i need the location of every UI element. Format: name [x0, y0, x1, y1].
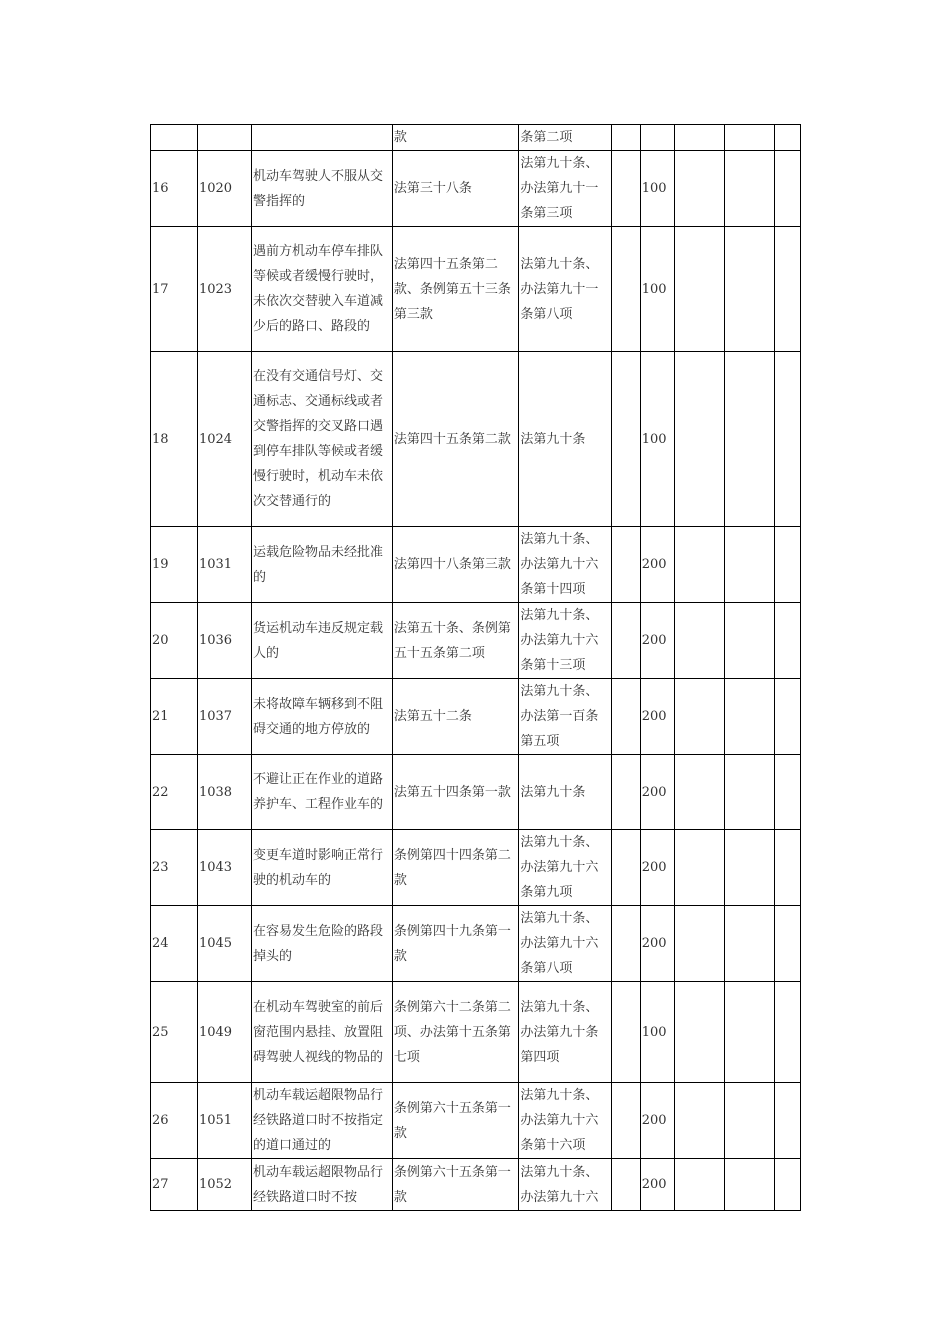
table-row	[151, 352, 801, 527]
empty-cell	[612, 679, 641, 755]
empty-cell	[775, 527, 801, 603]
row-number-cell: 19	[151, 527, 198, 603]
empty-cell	[675, 755, 725, 830]
table-row	[151, 679, 801, 755]
empty-cell	[675, 603, 725, 679]
empty-cell	[612, 603, 641, 679]
table-row	[151, 1083, 801, 1159]
empty-cell	[725, 151, 775, 227]
empty-cell	[725, 755, 775, 830]
empty-cell	[775, 151, 801, 227]
penalty-basis-cell: 法第九十条、办法第九十六条第十六项	[519, 1083, 612, 1159]
empty-cell	[775, 1083, 801, 1159]
code-cell	[197, 125, 251, 151]
empty-cell	[775, 906, 801, 982]
empty-cell	[725, 125, 775, 151]
empty-cell	[775, 755, 801, 830]
fine-cell	[640, 125, 675, 151]
fine-cell: 200	[640, 1083, 675, 1159]
empty-cell	[725, 603, 775, 679]
fine-cell: 200	[640, 603, 675, 679]
behavior-cell: 货运机动车违反规定载人的	[252, 603, 393, 679]
code-cell: 1037	[197, 679, 251, 755]
table-row	[151, 151, 801, 227]
empty-cell	[612, 982, 641, 1083]
empty-cell	[775, 603, 801, 679]
row-number-cell: 21	[151, 679, 198, 755]
violations-table	[150, 124, 801, 1211]
fine-cell: 100	[640, 982, 675, 1083]
empty-cell	[675, 679, 725, 755]
table-row	[151, 755, 801, 830]
code-cell: 1036	[197, 603, 251, 679]
empty-cell	[775, 679, 801, 755]
table-row	[151, 982, 801, 1083]
fine-cell: 200	[640, 679, 675, 755]
behavior-cell: 不避让正在作业的道路养护车、工程作业车的	[252, 755, 393, 830]
empty-cell	[675, 352, 725, 527]
penalty-basis-cell: 法第九十条、办法第九十六条第十三项	[519, 603, 612, 679]
table-row	[151, 906, 801, 982]
table-row	[151, 1159, 801, 1211]
row-number-cell: 22	[151, 755, 198, 830]
table-row	[151, 227, 801, 352]
empty-cell	[612, 151, 641, 227]
empty-cell	[725, 227, 775, 352]
empty-cell	[675, 151, 725, 227]
empty-cell	[725, 830, 775, 906]
penalty-basis-cell: 法第九十条、办法第九十六条第八项	[519, 906, 612, 982]
empty-cell	[612, 1083, 641, 1159]
code-cell: 1031	[197, 527, 251, 603]
fine-cell: 100	[640, 352, 675, 527]
code-cell: 1045	[197, 906, 251, 982]
behavior-cell: 机动车驾驶人不服从交警指挥的	[252, 151, 393, 227]
code-cell: 1020	[197, 151, 251, 227]
row-number-cell: 26	[151, 1083, 198, 1159]
empty-cell	[675, 982, 725, 1083]
fine-cell: 200	[640, 830, 675, 906]
behavior-cell: 在机动车驾驶室的前后窗范围内悬挂、放置阻碍驾驶人视线的物品的	[252, 982, 393, 1083]
penalty-basis-cell: 法第九十条、办法第九十六	[519, 1159, 612, 1211]
violated-provision-cell: 法第四十五条第二款	[392, 352, 519, 527]
fine-cell: 200	[640, 1159, 675, 1211]
empty-cell	[612, 755, 641, 830]
row-number-cell: 25	[151, 982, 198, 1083]
code-cell: 1043	[197, 830, 251, 906]
empty-cell	[725, 1159, 775, 1211]
code-cell: 1024	[197, 352, 251, 527]
code-cell: 1051	[197, 1083, 251, 1159]
table-row	[151, 830, 801, 906]
row-number-cell: 20	[151, 603, 198, 679]
empty-cell	[775, 352, 801, 527]
code-cell: 1023	[197, 227, 251, 352]
violated-provision-cell: 条例第四十四条第二款	[392, 830, 519, 906]
empty-cell	[775, 1159, 801, 1211]
table-row	[151, 603, 801, 679]
empty-cell	[612, 906, 641, 982]
empty-cell	[675, 125, 725, 151]
behavior-cell: 在容易发生危险的路段掉头的	[252, 906, 393, 982]
empty-cell	[725, 352, 775, 527]
empty-cell	[675, 1083, 725, 1159]
row-number-cell: 24	[151, 906, 198, 982]
fine-cell: 200	[640, 755, 675, 830]
penalty-basis-cell: 条第二项	[519, 125, 612, 151]
violated-provision-cell: 条例第六十二条第二项、办法第十五条第七项	[392, 982, 519, 1083]
empty-cell	[725, 1083, 775, 1159]
empty-cell	[775, 830, 801, 906]
violated-provision-cell: 法第五十条、条例第五十五条第二项	[392, 603, 519, 679]
penalty-basis-cell: 法第九十条、办法第一百条第五项	[519, 679, 612, 755]
empty-cell	[675, 830, 725, 906]
empty-cell	[612, 830, 641, 906]
empty-cell	[675, 227, 725, 352]
penalty-basis-cell: 法第九十条	[519, 352, 612, 527]
empty-cell	[775, 125, 801, 151]
empty-cell	[725, 906, 775, 982]
violated-provision-cell: 法第五十四条第一款	[392, 755, 519, 830]
violated-provision-cell: 条例第六十五条第一款	[392, 1083, 519, 1159]
empty-cell	[725, 982, 775, 1083]
empty-cell	[612, 527, 641, 603]
code-cell: 1038	[197, 755, 251, 830]
row-number-cell: 18	[151, 352, 198, 527]
empty-cell	[775, 227, 801, 352]
fine-cell: 100	[640, 227, 675, 352]
empty-cell	[675, 1159, 725, 1211]
empty-cell	[612, 125, 641, 151]
empty-cell	[612, 227, 641, 352]
fine-cell: 200	[640, 527, 675, 603]
code-cell: 1049	[197, 982, 251, 1083]
violated-provision-cell: 法第四十八条第三款	[392, 527, 519, 603]
code-cell: 1052	[197, 1159, 251, 1211]
row-number-cell: 27	[151, 1159, 198, 1211]
empty-cell	[612, 352, 641, 527]
behavior-cell: 运载危险物品未经批准的	[252, 527, 393, 603]
empty-cell	[775, 982, 801, 1083]
behavior-cell: 未将故障车辆移到不阻碍交通的地方停放的	[252, 679, 393, 755]
behavior-cell: 变更车道时影响正常行驶的机动车的	[252, 830, 393, 906]
fine-cell: 200	[640, 906, 675, 982]
behavior-cell: 机动车载运超限物品行经铁路道口时不按	[252, 1159, 393, 1211]
penalty-basis-cell: 法第九十条、办法第九十一条第八项	[519, 227, 612, 352]
violated-provision-cell: 法第四十五条第二款、条例第五十三条第三款	[392, 227, 519, 352]
row-number-cell: 23	[151, 830, 198, 906]
penalty-basis-cell: 法第九十条、办法第九十一条第三项	[519, 151, 612, 227]
row-number-cell: 17	[151, 227, 198, 352]
empty-cell	[725, 527, 775, 603]
empty-cell	[725, 679, 775, 755]
behavior-cell	[252, 125, 393, 151]
penalty-basis-cell: 法第九十条、办法第九十条第四项	[519, 982, 612, 1083]
row-number-cell	[151, 125, 198, 151]
behavior-cell: 在没有交通信号灯、交通标志、交通标线或者交警指挥的交叉路口遇到停车排队等候或者缓慢行驶时，机动车未依次交替通行的	[252, 352, 393, 527]
table-row	[151, 125, 801, 151]
penalty-basis-cell: 法第九十条、办法第九十六条第十四项	[519, 527, 612, 603]
empty-cell	[675, 906, 725, 982]
violated-provision-cell: 款	[392, 125, 519, 151]
violated-provision-cell: 条例第六十五条第一款	[392, 1159, 519, 1211]
penalty-basis-cell: 法第九十条、办法第九十六条第九项	[519, 830, 612, 906]
fine-cell: 100	[640, 151, 675, 227]
empty-cell	[675, 527, 725, 603]
violated-provision-cell: 法第三十八条	[392, 151, 519, 227]
behavior-cell: 遇前方机动车停车排队等候或者缓慢行驶时，未依次交替驶入车道减少后的路口、路段的	[252, 227, 393, 352]
penalty-basis-cell: 法第九十条	[519, 755, 612, 830]
empty-cell	[612, 1159, 641, 1211]
table-row	[151, 527, 801, 603]
violated-provision-cell: 法第五十二条	[392, 679, 519, 755]
row-number-cell: 16	[151, 151, 198, 227]
behavior-cell: 机动车载运超限物品行经铁路道口时不按指定的道口通过的	[252, 1083, 393, 1159]
violated-provision-cell: 条例第四十九条第一款	[392, 906, 519, 982]
